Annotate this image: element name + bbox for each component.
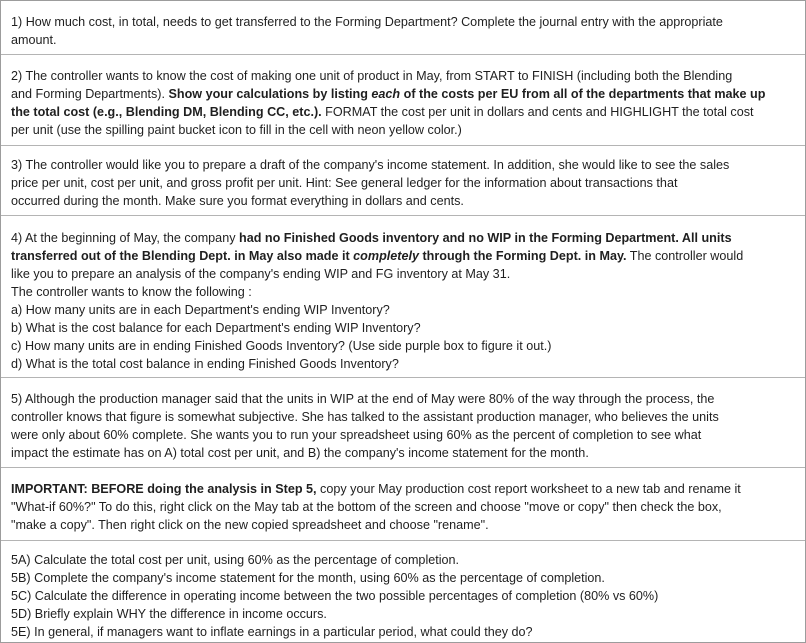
question-2-format-text: FORMAT the cost per unit in dollars and cents and HIGHLIGHT the total cost <box>321 105 754 119</box>
question-5a: 5A) Calculate the total cost per unit, using 60% as the percentage of completion. <box>11 553 460 567</box>
question-2-line-1: 2) The controller wants to know the cost of making one unit of product in May, from START to FINISH (including both the Blending <box>11 69 733 83</box>
question-5b: 5B) Complete the company's income statement for the month, using 60% as the percentage of completion. <box>11 571 605 585</box>
question-2-emphasis: each <box>371 87 401 101</box>
question-2-instruction-bold-cont: of the costs per EU from all of the departments that make up <box>400 87 766 101</box>
question-3-line-1: 3) The controller would like you to prepare a draft of the company's income statement. In addition, she would like to see the sales <box>11 158 730 172</box>
question-2-line-3 <box>11 103 795 121</box>
question-5-line-4: impact the estimate has on A) total cost per unit, and B) the company's income statement for the month. <box>11 446 589 460</box>
question-4-item-c: c) How many units are in ending Finished Goods Inventory? (Use side purple box to figure it out.) <box>11 339 552 353</box>
question-5e: 5E) In general, if managers want to inflate earnings in a particular period, what could they do? <box>11 625 533 639</box>
question-4-line-1-bold: had no Finished Goods inventory and no WIP in the Forming Department. All units <box>239 231 732 245</box>
question-3-line-2: price per unit, cost per unit, and gross profit per unit. Hint: See general ledger for the information about transactions that <box>11 176 678 190</box>
important-note-bold: IMPORTANT: BEFORE doing the analysis in Step 5, <box>11 482 317 496</box>
question-5-line-1: 5) Although the production manager said that the units in WIP at the end of May were 80% of the way through the process, the <box>11 392 715 406</box>
question-2-cell[interactable] <box>1 67 805 146</box>
question-1-line-1: 1) How much cost, in total, needs to get transferred to the Forming Department? Complete the journal entry with the appropriate <box>11 15 723 29</box>
question-1-line-2: amount. <box>11 33 57 47</box>
question-2-instruction-bold: Show your calculations by listing <box>168 87 372 101</box>
question-1-cell[interactable] <box>1 13 805 55</box>
question-4-cell[interactable] <box>1 229 805 378</box>
question-4-item-a: a) How many units are in each Department's ending WIP Inventory? <box>11 303 390 317</box>
question-4-line-3: like you to prepare an analysis of the company's ending WIP and FG inventory at May 31. <box>11 267 511 281</box>
question-2-line-2-text: and Forming Departments). <box>11 87 169 101</box>
question-4-line-4: The controller wants to know the following : <box>11 285 252 299</box>
question-4-line-1 <box>11 229 795 247</box>
important-note-line-1-text: copy your May production cost report worksheet to a new tab and rename it <box>316 482 741 496</box>
question-3-line-3: occurred during the month. Make sure you format everything in dollars and cents. <box>11 194 464 208</box>
question-2-line-2 <box>11 85 795 103</box>
important-note-line-2: "What-if 60%?" To do this, right click on the May tab at the bottom of the screen and choose "move or copy" then check the box, <box>11 500 722 514</box>
question-4-emphasis: completely <box>353 249 419 263</box>
important-note-line-3: "make a copy". Then right click on the new copied spreadsheet and choose "rename". <box>11 518 489 532</box>
question-5-line-2: controller knows that figure is somewhat subjective. She has talked to the assistant production manager, who believes the units <box>11 410 719 424</box>
question-4-line-1-text: 4) At the beginning of May, the company <box>11 231 239 245</box>
important-note-cell[interactable] <box>1 480 805 541</box>
question-4-line-2-bold: transferred out of the Blending Dept. in May also made it <box>11 249 354 263</box>
question-5-line-3: were only about 60% complete. She wants you to run your spreadsheet using 60% as the percent of completion to see what <box>11 428 702 442</box>
question-4-item-d: d) What is the total cost balance in ending Finished Goods Inventory? <box>11 357 399 371</box>
question-5-cell[interactable] <box>1 390 805 468</box>
important-note-line-1 <box>11 480 795 498</box>
question-3-cell[interactable] <box>1 156 805 216</box>
question-4-line-2-bold-cont: through the Forming Dept. in May. <box>418 249 627 263</box>
question-5-parts-cell[interactable] <box>1 551 805 642</box>
question-4-line-2-text: The controller would <box>626 249 744 263</box>
question-5d: 5D) Briefly explain WHY the difference in income occurs. <box>11 607 327 621</box>
question-2-total-cost-bold: the total cost (e.g., Blending DM, Blending CC, etc.). <box>11 105 322 119</box>
question-5c: 5C) Calculate the difference in operating income between the two possible percentages of completion (80% vs 60%) <box>11 589 659 603</box>
question-4-item-b: b) What is the cost balance for each Department's ending WIP Inventory? <box>11 321 421 335</box>
question-4-line-2 <box>11 247 795 265</box>
question-2-line-4: per unit (use the spilling paint bucket icon to fill in the cell with neon yellow color.) <box>11 123 462 137</box>
